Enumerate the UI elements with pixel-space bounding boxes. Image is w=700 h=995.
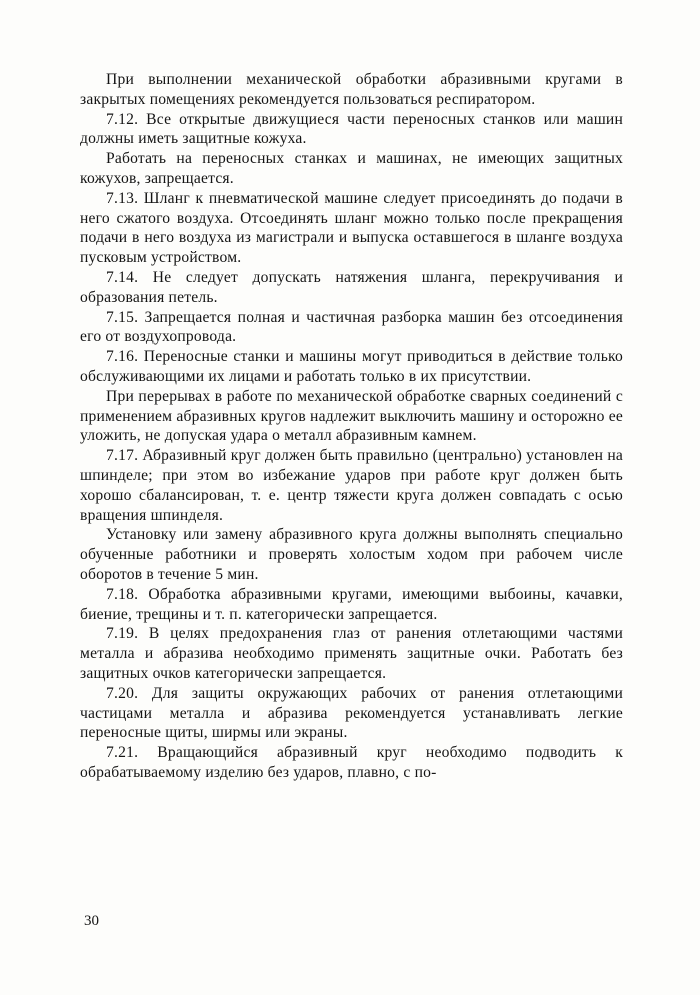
paragraph-7-14: 7.14. Не следует допускать натяжения шланга, перекручивания и образования петель. [80,268,623,306]
paragraph-breaks: При перерывах в работе по механической обработке сварных соединений с применением абразивных кругов надлежит выключить машину и осторожно ее уложить, не допуская удара о металл абразивным камнем. [80,387,623,445]
paragraph-7-21: 7.21. Вращающийся абразивный круг необходимо подводить к обрабатываемому изделию без ударов, плавно, с по- [80,744,623,781]
paragraph-no-guards: Работать на переносных станках и машинах, не имеющих защитных кожухов, запрещается. [80,150,623,187]
paragraph-respirator: При выполнении механической обработки абразивными кругами в закрытых помещениях рекомендуется пользоваться респиратором. [80,71,623,108]
paragraph-installation: Установку или замену абразивного круга должны выполнять специально обученные работники и проверять холостым ходом при рабочем числе оборотов в течение 5 мин. [80,526,623,583]
body-text [80,70,623,783]
paragraph-7-19: 7.19. В целях предохранения глаз от ранения отлетающими частями металла и абразива необходимо применять защитные очки. Работать без защитных очков категорически запрещается. [80,625,623,682]
paragraph-7-12: 7.12. Все открытые движущиеся части переносных станков или машин должны иметь защитные кожуха. [80,110,623,148]
paragraph-7-17: 7.17. Абразивный круг должен быть правильно (центрально) установлен на шпинделе; при этом во избежание ударов при работе круг должен быть хорошо сбалансирован, т. е. центр тяжести круга должен совпадать с осью вращения шпинделя. [80,447,623,524]
paragraph-7-15: 7.15. Запрещается полная и частичная разборка машин без отсоединения его от воздухопровода. [80,308,623,346]
paragraph-7-18: 7.18. Обработка абразивными кругами, имеющими выбоины, качавки, биение, трещины и т. п. категорически запрещается. [80,585,623,623]
paragraph-7-20: 7.20. Для защиты окружающих рабочих от ранения отлетающими частицами металла и абразива рекомендуется устанавливать легкие переносные щиты, ширмы или экраны. [80,684,623,742]
page-number: 30 [84,913,99,929]
paragraph-7-16: 7.16. Переносные станки и машины могут приводиться в действие только обслуживающими их лицами и работать только в их присутствии. [80,348,623,385]
paragraph-7-13: 7.13. Шланг к пневматической машине следует присоединять до подачи в него сжатого воздуха. Отсоединять шланг можно только после прекращения подачи в него воздуха из магистрали и выпуска оставшегося в шланге воздуха пусковым устройством. [80,189,623,267]
